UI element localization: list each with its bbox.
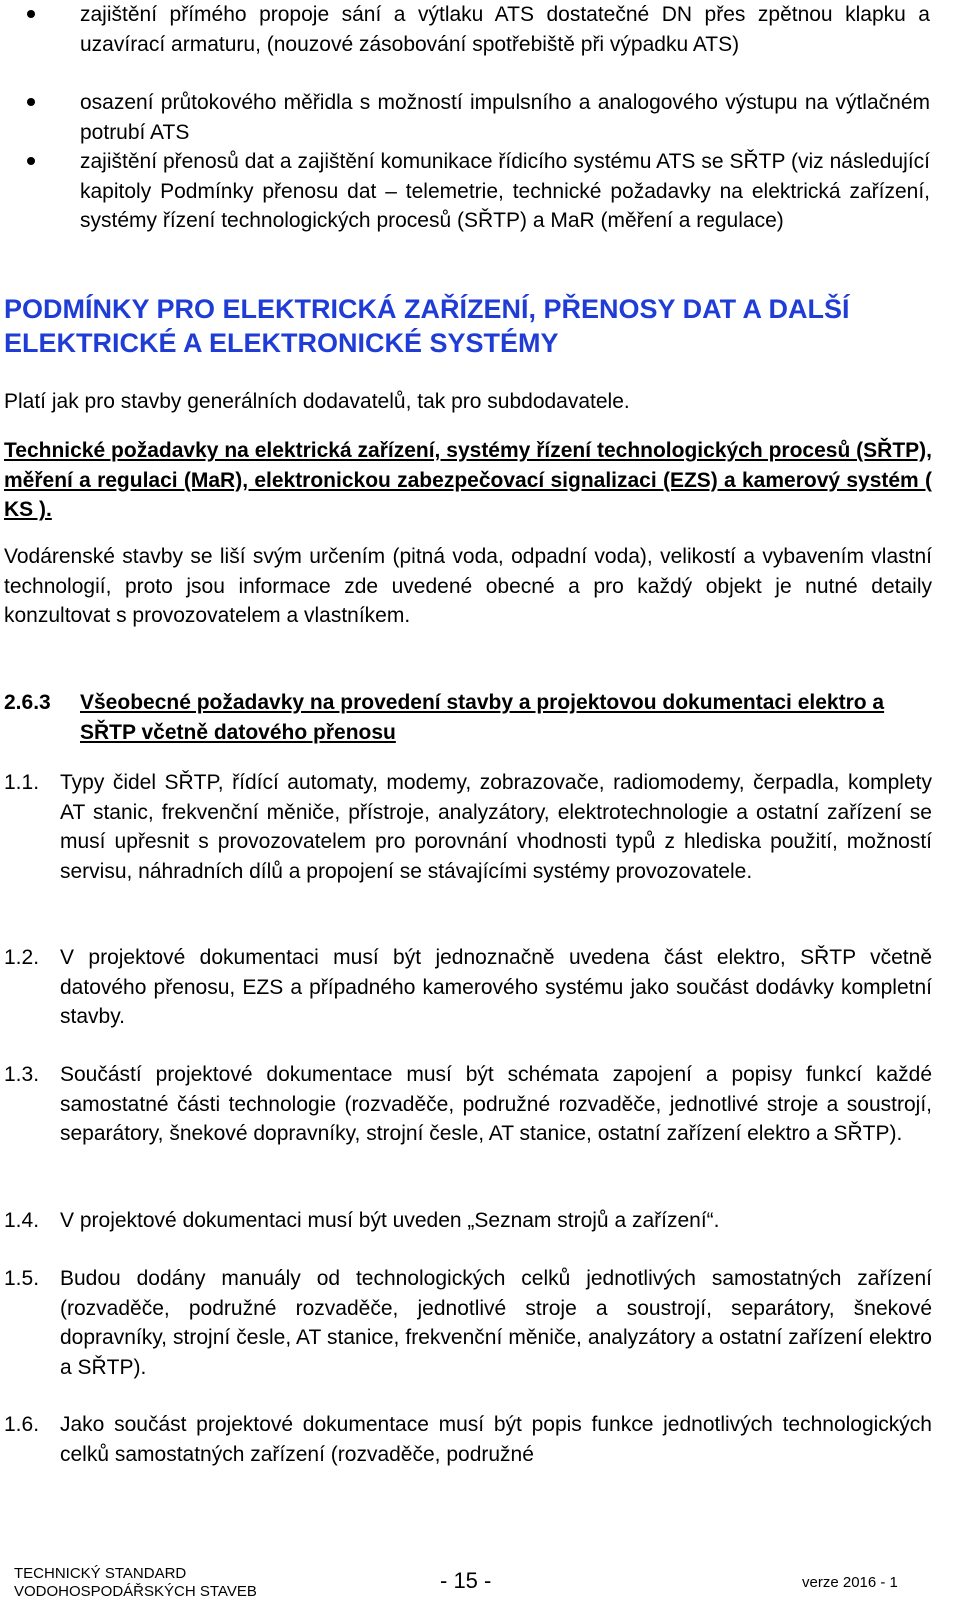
item-text: Typy čidel SŘTP, řídící automaty, modemy, zobrazovače, radiomodemy, čerpadla, komplety AT stanic, frekvenční měniče, přístroje, analyzátory, elektrotechnologie a ostatní zařízení se musí upřesnit s provozovatelem pro porovnání vhodnosti typů z hlediska použití, možností servisu, náhradních dílů a propojení se stávajícími systémy provozovatele.	[60, 771, 932, 883]
bullet-icon	[27, 98, 35, 106]
paragraph-water-buildings: Vodárenské stavby se liší svým určením (pitná voda, odpadní voda), velikostí a vybavením vlastní technologií, proto jsou informace zde uvedené obecné a pro každý objekt je nutné detaily konzultovat s provozovatelem a vlastníkem.	[4, 545, 932, 627]
item-number: 1.2.	[4, 946, 40, 969]
item-number: 1.3.	[4, 1063, 40, 1086]
bullet-text: osazení průtokového měřidla s možností impulsního a analogového výstupu na výtlačném potrubí ATS	[80, 91, 930, 144]
item-number: 1.6.	[4, 1413, 40, 1436]
section-number: 2.6.3	[4, 691, 51, 714]
item-text: V projektové dokumentaci musí být uveden „Seznam strojů a zařízení“.	[60, 1209, 720, 1232]
item-text: Jako součást projektové dokumentace musí být popis funkce jednotlivých technologických celků samostatných zařízení (rozvaděče, podružné	[60, 1413, 932, 1466]
footer-title-line-1: TECHNICKÝ STANDARD	[14, 1565, 187, 1582]
item-number: 1.5.	[4, 1267, 40, 1290]
footer-title-line-2: VODOHOSPODÁŘSKÝCH STAVEB	[14, 1583, 257, 1600]
item-number: 1.4.	[4, 1209, 40, 1232]
bullet-text: zajištění přenosů dat a zajištění komunikace řídicího systému ATS se SŘTP (viz následující kapitoly Podmínky přenosu dat – telemetrie, technické požadavky na elektrická zařízení, systémy řízení technologických procesů (SŘTP) a MaR (měření a regulace)	[80, 150, 930, 232]
item-text: V projektové dokumentaci musí být jednoznačně uvedena část elektro, SŘTP včetně datového přenosu, EZS a případného kamerového systému jako součást dodávky kompletní stavby.	[60, 946, 932, 1028]
item-text: Budou dodány manuály od technologických celků jednotlivých samostatných zařízení (rozvaděče, podružné rozvaděče, jednotlivé stroje a soustrojí, separátory, šnekové dopravníky, strojní česle, AT stanice, frekvenční měniče, analyzátory a ostatní zařízení elektro a SŘTP).	[60, 1267, 932, 1379]
section-title: Všeobecné požadavky na provedení stavby a projektovou dokumentaci elektro a SŘTP včetně datového přenosu	[80, 691, 885, 744]
bullet-icon	[27, 157, 35, 165]
paragraph-requirements-title: Technické požadavky na elektrická zařízení, systémy řízení technologických procesů (SŘTP), měření a regulaci (MaR), elektronickou zabezpečovací signalizaci (EZS) a kamerový systém ( KS ).	[4, 439, 932, 521]
item-number: 1.1.	[4, 771, 40, 794]
bullet-text: zajištění přímého propoje sání a výtlaku ATS dostatečné DN přes zpětnou klapku a uzavírací armaturu, (nouzové zásobování spotřebiště při výpadku ATS)	[80, 3, 930, 56]
page-number: - 15 -	[440, 1568, 492, 1593]
paragraph-scope: Platí jak pro stavby generálních dodavatelů, tak pro subdodavatele.	[4, 390, 630, 413]
footer-document-title	[14, 1565, 257, 1601]
document-version: verze 2016 - 1	[802, 1574, 898, 1591]
item-text: Součástí projektové dokumentace musí být schémata zapojení a popisy funkcí každé samostatné části technologie (rozvaděče, podružné rozvaděče, jednotlivé stroje a soustrojí, separátory, šnekové dopravníky, strojní česle, AT stanice, ostatní zařízení elektro a SŘTP).	[60, 1063, 932, 1145]
section-heading: PODMÍNKY PRO ELEKTRICKÁ ZAŘÍZENÍ, PŘENOSY DAT A DALŠÍ ELEKTRICKÉ A ELEKTRONICKÉ SYSTÉMY	[4, 294, 850, 358]
bullet-icon	[27, 10, 35, 18]
